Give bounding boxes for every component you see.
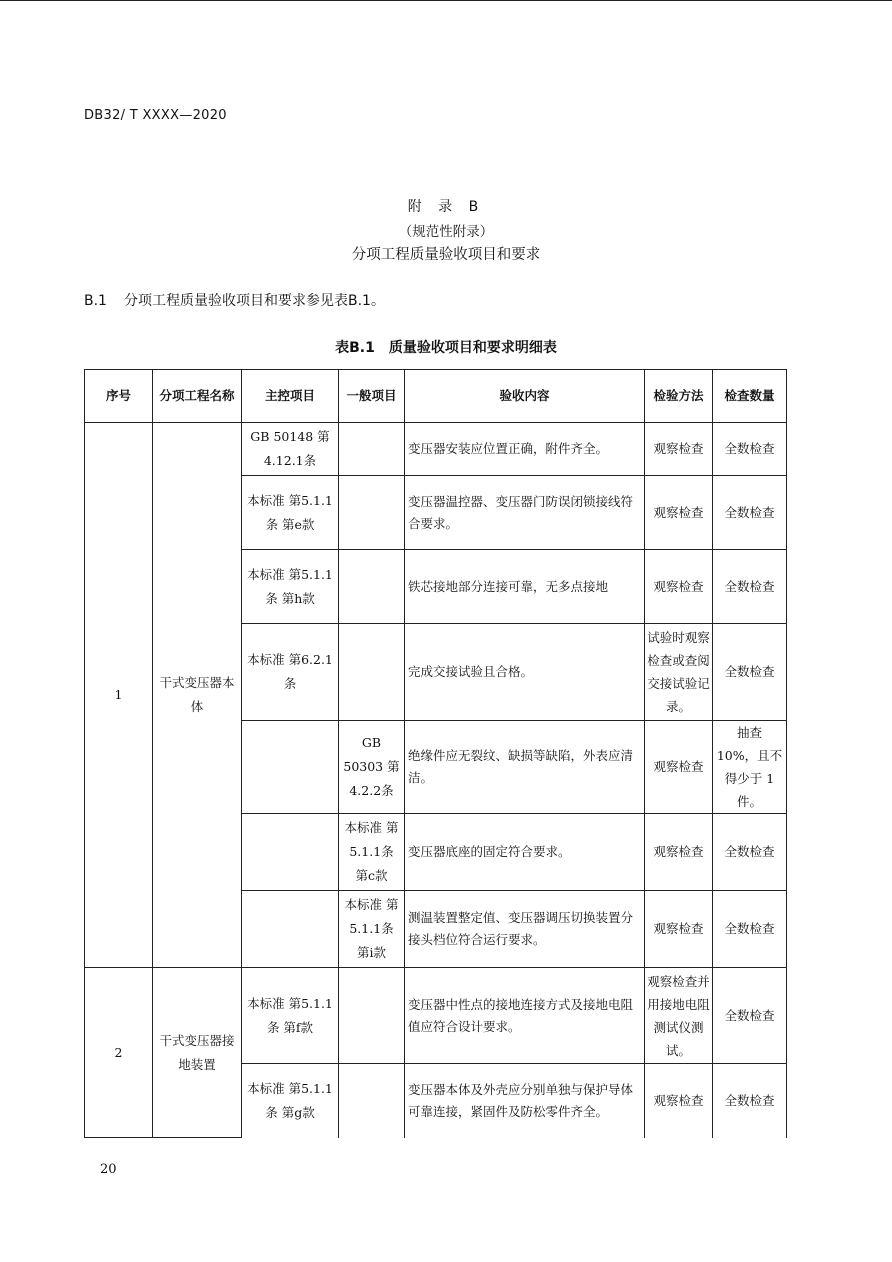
cell-general <box>339 1064 405 1138</box>
header-qty: 检查数量 <box>713 370 787 423</box>
cell-method: 试验时观察检查或查阅交接试验记录。 <box>645 624 713 721</box>
cell-general: GB 50303 第4.2.2条 <box>339 721 405 814</box>
acceptance-table-wrapper <box>84 369 787 1138</box>
cell-qty: 全数检查 <box>713 891 787 968</box>
header-seq: 序号 <box>85 370 153 423</box>
cell-qty: 全数检查 <box>713 423 787 476</box>
cell-main: 本标准 第5.1.1条 第g款 <box>242 1064 339 1138</box>
cell-content: 完成交接试验且合格。 <box>405 624 645 721</box>
cell-content: 绝缘件应无裂纹、缺损等缺陷，外表应清洁。 <box>405 721 645 814</box>
appendix-name: 分项工程质量验收项目和要求 <box>351 247 541 263</box>
clause-text: 分项工程质量验收项目和要求参见表B.1。 <box>124 293 385 309</box>
cell-content: 变压器安装应位置正确，附件齐全。 <box>405 423 645 476</box>
cell-method: 观察检查 <box>645 423 713 476</box>
cell-main <box>242 814 339 891</box>
cell-general: 本标准 第5.1.1条 第c款 <box>339 814 405 891</box>
cell-name: 干式变压器接地装置 <box>153 968 242 1138</box>
cell-method: 观察检查并用接地电阻测试仪测试。 <box>645 968 713 1064</box>
cell-qty: 全数检查 <box>713 624 787 721</box>
cell-content: 铁芯接地部分连接可靠，无多点接地 <box>405 550 645 624</box>
cell-content: 测温装置整定值、变压器调压切换装置分接头档位符合运行要求。 <box>405 891 645 968</box>
cell-general <box>339 968 405 1064</box>
top-border-line <box>0 0 892 1</box>
cell-main: 本标准 第5.1.1条 第h款 <box>242 550 339 624</box>
appendix-title: 附 录 B <box>407 199 485 215</box>
appendix-type: （规范性附录） <box>398 224 494 240</box>
cell-general <box>339 550 405 624</box>
table-caption: 表B.1 质量验收项目和要求明细表 <box>335 340 557 356</box>
table-header-row <box>85 370 787 423</box>
table-row <box>85 423 787 476</box>
cell-main <box>242 891 339 968</box>
cell-general <box>339 476 405 550</box>
cell-content: 变压器底座的固定符合要求。 <box>405 814 645 891</box>
cell-main: 本标准 第5.1.1条 第f款 <box>242 968 339 1064</box>
cell-content: 变压器本体及外壳应分别单独与保护导体可靠连接，紧固件及防松零件齐全。 <box>405 1064 645 1138</box>
cell-qty: 全数检查 <box>713 968 787 1064</box>
standard-number: DB32/ T XXXX—2020 <box>84 108 227 123</box>
cell-main: 本标准 第5.1.1条 第e款 <box>242 476 339 550</box>
cell-content: 变压器温控器、变压器门防误闭锁接线符合要求。 <box>405 476 645 550</box>
header-main: 主控项目 <box>242 370 339 423</box>
cell-method: 观察检查 <box>645 476 713 550</box>
cell-main <box>242 721 339 814</box>
cell-method: 观察检查 <box>645 1064 713 1138</box>
cell-main: 本标准 第6.2.1条 <box>242 624 339 721</box>
cell-method: 观察检查 <box>645 891 713 968</box>
cell-main: GB 50148 第4.12.1条 <box>242 423 339 476</box>
cell-name: 干式变压器本体 <box>153 423 242 968</box>
cell-qty: 全数检查 <box>713 814 787 891</box>
cell-qty: 全数检查 <box>713 550 787 624</box>
cell-general <box>339 423 405 476</box>
cell-qty: 全数检查 <box>713 476 787 550</box>
cell-method: 观察检查 <box>645 550 713 624</box>
clause-number: B.1 <box>84 293 107 309</box>
header-method: 检验方法 <box>645 370 713 423</box>
cell-method: 观察检查 <box>645 721 713 814</box>
cell-seq: 1 <box>85 423 153 968</box>
table-row <box>85 968 787 1064</box>
cell-general: 本标准 第5.1.1条 第i款 <box>339 891 405 968</box>
cell-method: 观察检查 <box>645 814 713 891</box>
header-general: 一般项目 <box>339 370 405 423</box>
header-content: 验收内容 <box>405 370 645 423</box>
cell-seq: 2 <box>85 968 153 1138</box>
cell-general <box>339 624 405 721</box>
clause-b1 <box>84 290 385 310</box>
cell-content: 变压器中性点的接地连接方式及接地电阻值应符合设计要求。 <box>405 968 645 1064</box>
cell-qty: 抽查 10%，且不得少于 1 件。 <box>713 721 787 814</box>
header-name: 分项工程名称 <box>153 370 242 423</box>
acceptance-table <box>84 369 787 1138</box>
cell-qty: 全数检查 <box>713 1064 787 1138</box>
page-number: 20 <box>100 1162 117 1177</box>
